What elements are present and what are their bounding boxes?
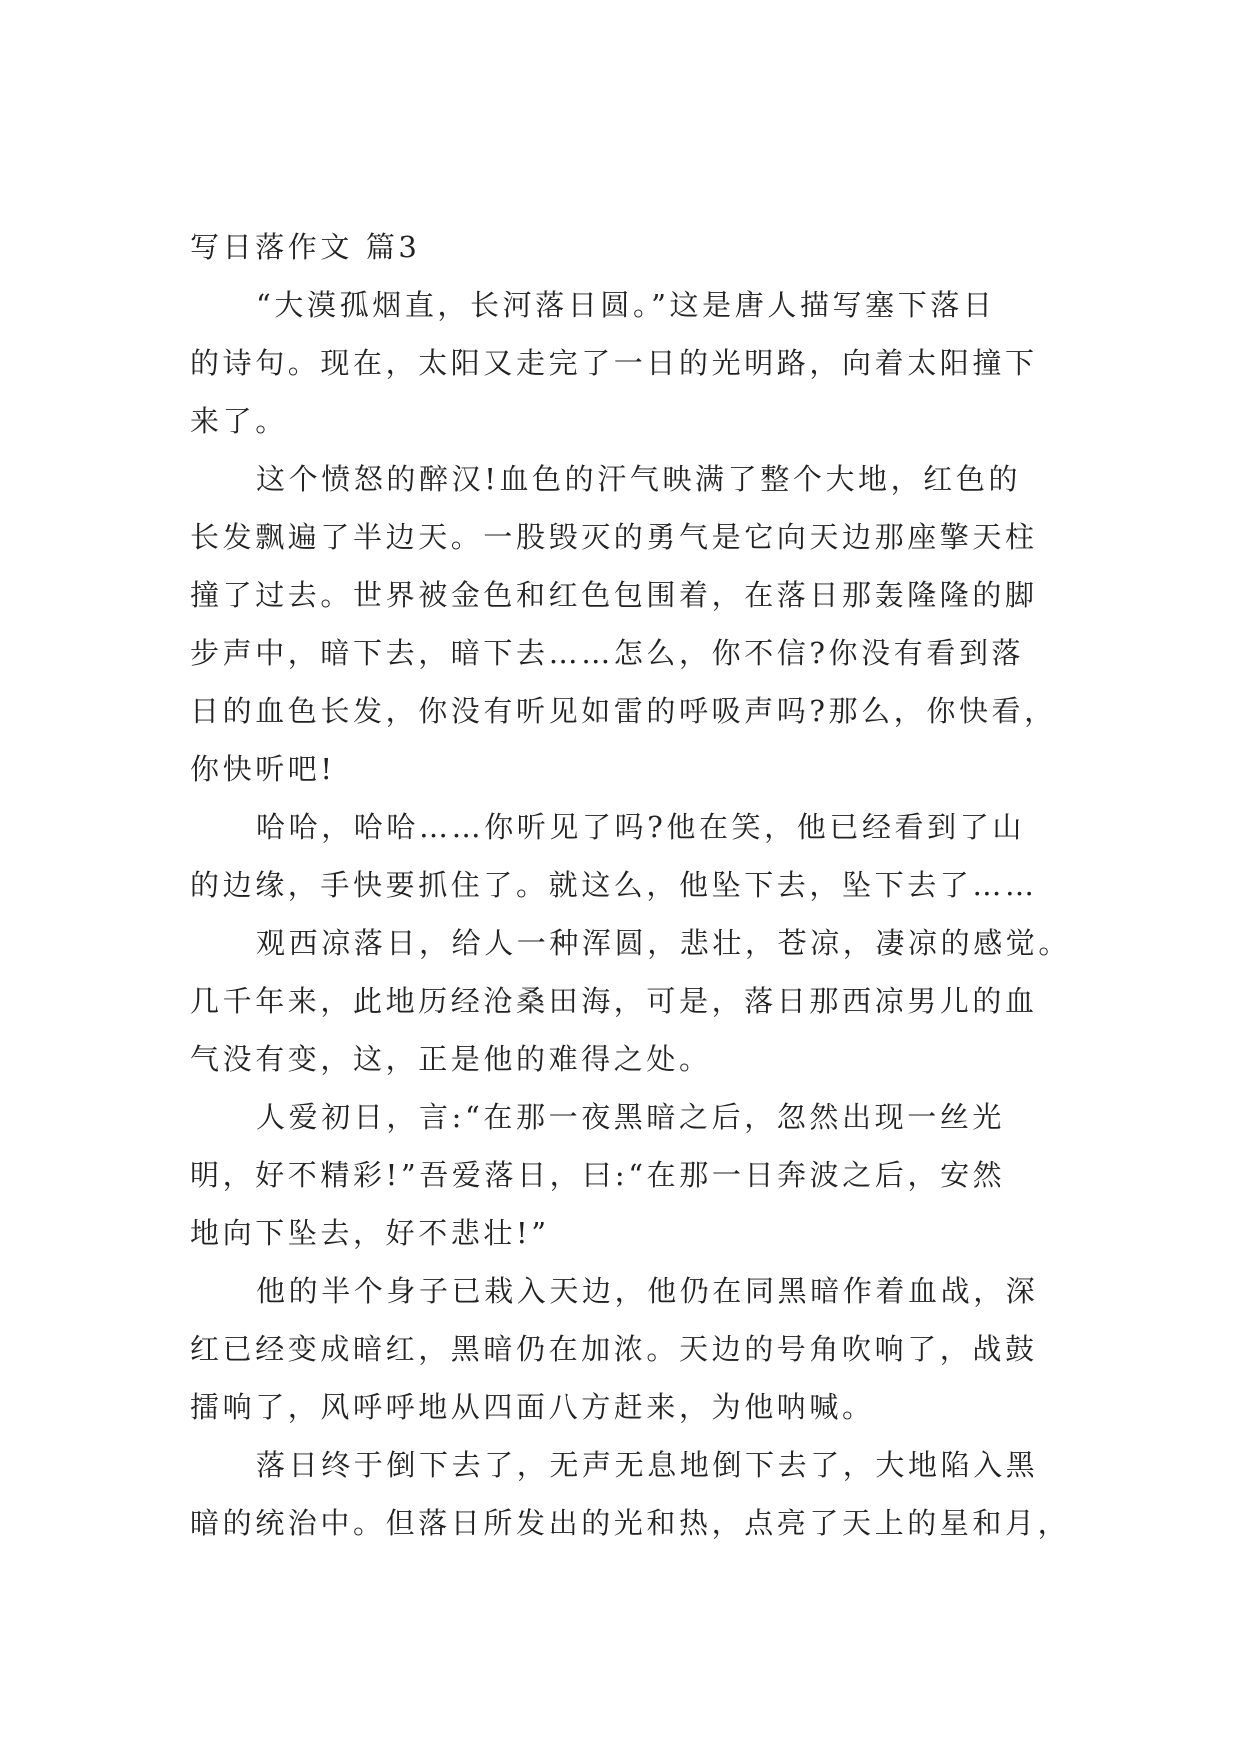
paragraph-6 [190,1262,1070,1436]
paragraph-5 [190,1088,1070,1262]
document-body [190,218,1070,1552]
text-line: 几千年来，此地历经沧桑田海，可是，落日那西凉男儿的血 [190,984,1038,1018]
paragraph-7 [190,1436,1070,1552]
text-line: 撞了过去。世界被金色和红色包围着，在落日那轰隆隆的脚 [190,578,1038,612]
text-line: 红已经变成暗红，黑暗仍在加浓。天边的号角吹响了，战鼓 [190,1332,1038,1366]
text-line: 长发飘遍了半边天。一股毁灭的勇气是它向天边那座擎天柱 [190,520,1038,554]
paragraph-3 [190,798,1070,914]
text-line: 观西凉落日，给人一种浑圆，悲壮，苍凉，凄凉的感觉。 [256,926,1072,960]
text-line: 步声中，暗下去，暗下去……怎么，你不信?你没有看到落 [190,636,1025,670]
text-line: 这个愤怒的醉汉!血色的汗气映满了整个大地，红色的 [256,462,1022,496]
text-line: 气没有变，这，正是他的难得之处。 [190,1042,712,1076]
paragraph-1 [190,276,1070,450]
essay-heading: 写日落作文 篇3 [190,230,421,264]
text-line: 来了。 [190,404,288,438]
text-line: 他的半个身子已栽入天边，他仍在同黑暗作着血战，深 [256,1274,1039,1308]
text-line: 擂响了，风呼呼地从四面八方赶来，为他呐喊。 [190,1390,875,1424]
text-line: 明，好不精彩!”吾爱落日，曰:“在那一日奔波之后，安然 [190,1158,1006,1192]
text-line: 哈哈，哈哈……你听见了吗?他在笑，他已经看到了山 [256,810,1025,844]
text-line: 的诗句。现在，太阳又走完了一日的光明路，向着太阳撞下 [190,346,1038,380]
paragraph-2 [190,450,1070,798]
text-line: 你快听吧! [190,752,336,786]
text-line: 地向下坠去，好不悲壮!” [190,1216,550,1250]
text-line: 人爱初日，言:“在那一夜黑暗之后，忽然出现一丝光 [256,1100,1005,1134]
text-line: 落日终于倒下去了，无声无息地倒下去了，大地陷入黑 [256,1448,1039,1482]
text-line: 暗的统治中。但落日所发出的光和热，点亮了天上的星和月， [190,1506,1071,1540]
text-line: 的边缘，手快要抓住了。就这么，他坠下去，坠下去了…… [190,868,1038,902]
text-line: “大漠孤烟直，长河落日圆。”这是唐人描写塞下落日 [256,288,996,322]
paragraph-4 [190,914,1070,1088]
text-line: 日的血色长发，你没有听见如雷的呼吸声吗?那么，你快看， [190,694,1057,728]
